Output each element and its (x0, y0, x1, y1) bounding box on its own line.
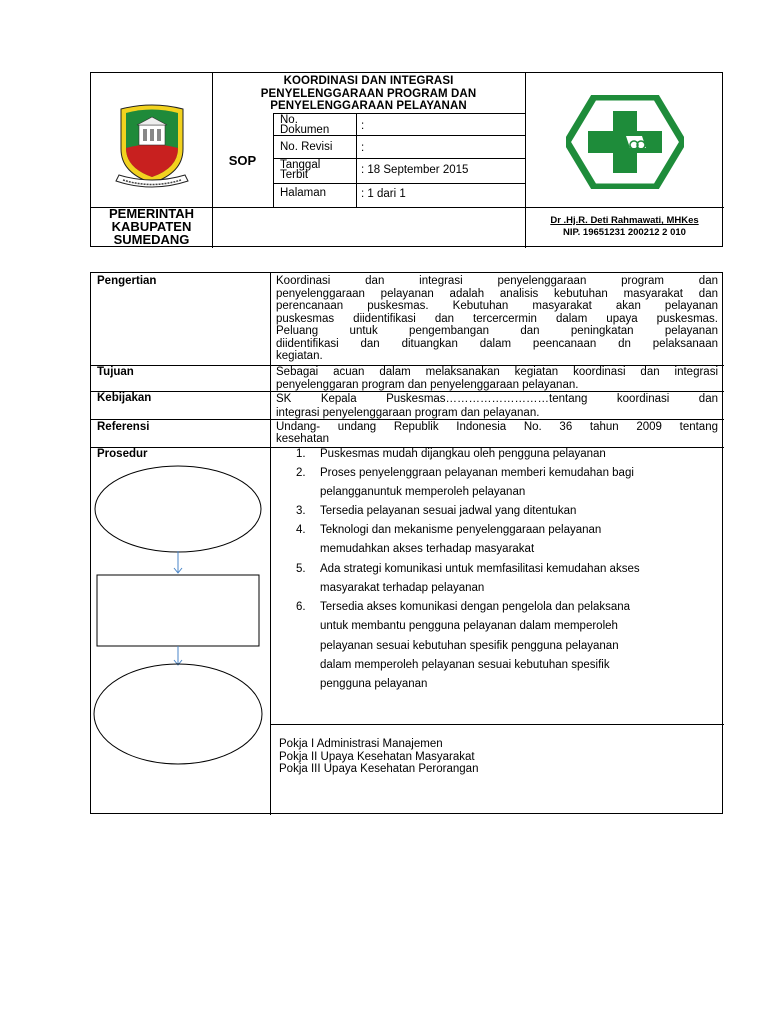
procedure-text: masyarakat terhadap pelayanan (320, 582, 485, 595)
tujuan-label: Tujuan (97, 366, 134, 378)
procedure-text: pelangganuntuk memperoleh pelayanan (320, 486, 526, 499)
no-dokumen-label: No. (280, 114, 298, 126)
procedure-number: 6. (296, 601, 306, 613)
procedure-item (296, 560, 716, 599)
signatory-name: Dr .Hj.R. Deti Rahmawati, MHKes (550, 215, 699, 226)
procedure-item (296, 445, 716, 464)
tanggal-terbit-label: Tanggal (280, 159, 321, 171)
text-line: Sebagai acuan dalam melaksanakan kegiatan koordinasi dan integrasi (276, 366, 718, 378)
grid-line (273, 113, 525, 114)
procedure-text: Proses penyelenggraan pelayanan memberi kemudahan bagi (320, 467, 634, 479)
procedure-text: untuk membantu pengguna pelayanan dalam memperoleh (320, 620, 618, 633)
government-name (91, 207, 212, 248)
procedure-item (296, 521, 716, 560)
referensi-text (276, 421, 718, 445)
no-dokumen-value: : (361, 120, 365, 132)
procedure-number: 1. (296, 448, 306, 460)
text-line: diidentifikasi dan dituangkan dalam peencanaan dn pelaksanaan (276, 337, 718, 350)
government-line: PEMERINTAH (109, 206, 194, 221)
title-line: KOORDINASI DAN INTEGRASI (283, 75, 454, 87)
procedure-item (296, 502, 716, 521)
flowchart-start-ellipse (95, 466, 261, 552)
regency-seal-cell (91, 73, 212, 207)
text-line: puskesmas diidentifikasi dan tercercermin dalam upaya puskesmas. (276, 312, 718, 325)
procedure-text: dalam memperoleh pelayanan sesuai kebutuhan spesifik (320, 658, 610, 671)
tanggal-terbit-label: Terbit (280, 169, 309, 181)
text-line: kegiatan. (276, 350, 323, 362)
sop-content-table (90, 272, 723, 814)
procedure-text: pelayanan sesuai kebutuhan spesifik pengguna pelayanan (320, 639, 619, 652)
text-line: kesehatan (276, 433, 330, 445)
no-revisi-label: No. Revisi (280, 141, 333, 153)
text-line: Undang- undang Republik Indonesia No. 36 tahun 2009 tentang (276, 421, 718, 433)
procedure-number: 5. (296, 563, 306, 575)
text-line: penyelenggaran program dan penyelenggaraan pelayanan. (276, 378, 579, 391)
text-line: perencanaan puskesmas. Kebutuhan masyarakat akan pelayanan (276, 300, 718, 312)
pokja-list (279, 738, 478, 776)
kebijakan-text (276, 392, 718, 420)
signatory-nip: NIP. 19651231 200212 2 010 (563, 227, 686, 238)
flowchart-process-box (97, 575, 259, 646)
text-line: Peluang untuk pengembangan dan peningkatan pelayanan (276, 325, 718, 337)
government-line: KABUPATEN (111, 219, 192, 234)
government-line: SUMEDANG (113, 232, 190, 247)
procedure-text: Ada strategi komunikasi untuk memfasilitasi kemudahan akses (320, 563, 640, 575)
text-line: Koordinasi dan integrasi penyelenggaraan program dan (276, 275, 718, 287)
pokja-item: Pokja I Administrasi Manajemen (279, 738, 443, 750)
procedure-flowchart (91, 458, 276, 815)
procedure-text: Tersedia akses komunikasi dengan pengelola dan pelaksana (320, 601, 631, 613)
tujuan-text (276, 366, 718, 391)
no-revisi-value: : (361, 142, 365, 154)
no-dokumen-label: Dokumen (280, 124, 330, 136)
title-line: PENYELENGGARAAN PROGRAM DAN (260, 87, 477, 100)
procedure-number: 4. (296, 524, 306, 536)
puskesmas-cross-logo-icon (566, 95, 684, 189)
text-line: penyelenggaraan pelayanan adalah analisis kebutuhan masyarakat dan (276, 287, 718, 300)
tanggal-terbit-value: : 18 September 2015 (361, 164, 469, 176)
grid-line (273, 183, 525, 184)
procedure-number: 2. (296, 467, 306, 479)
title-line: PENYELENGGARAAN PELAYANAN (270, 100, 467, 112)
pokja-item: Pokja III Upaya Kesehatan Perorangan (279, 763, 479, 775)
grid-line (356, 113, 357, 207)
procedure-text: pengguna pelayanan (320, 678, 428, 691)
sop-label: SOP (228, 152, 257, 168)
pengertian-label: Pengertian (97, 275, 157, 287)
regency-seal-icon (113, 101, 191, 193)
text-line: SK Kepala Puskesmas………………………tentang koordinasi dan (276, 393, 718, 405)
pokja-item: Pokja II Upaya Kesehatan Masyarakat (279, 750, 475, 763)
pengertian-text (276, 275, 718, 363)
procedure-item (296, 464, 716, 503)
flowchart-end-ellipse (94, 664, 262, 764)
halaman-label: Halaman (280, 187, 327, 199)
procedure-text: memudahkan akses terhadap masyarakat (320, 543, 535, 556)
grid-line (273, 113, 274, 207)
text-line: integrasi penyelenggaraan program dan pelayanan. (276, 407, 540, 419)
referensi-label: Referensi (97, 421, 150, 433)
grid-line (270, 724, 724, 725)
procedure-item (296, 598, 716, 694)
prosedur-label: Prosedur (97, 448, 148, 460)
procedure-text: Teknologi dan mekanisme penyelenggaraan pelayanan (320, 524, 602, 536)
procedure-number: 3. (296, 505, 306, 517)
halaman-value: : 1 dari 1 (361, 188, 406, 200)
kebijakan-label: Kebijakan (97, 392, 152, 404)
procedure-text: Tersedia pelayanan sesuai jadwal yang ditentukan (320, 505, 577, 517)
sop-header-table (90, 72, 723, 247)
procedure-text: Puskesmas mudah dijangkau oleh pengguna pelayanan (320, 448, 606, 460)
sop-title (212, 73, 525, 113)
